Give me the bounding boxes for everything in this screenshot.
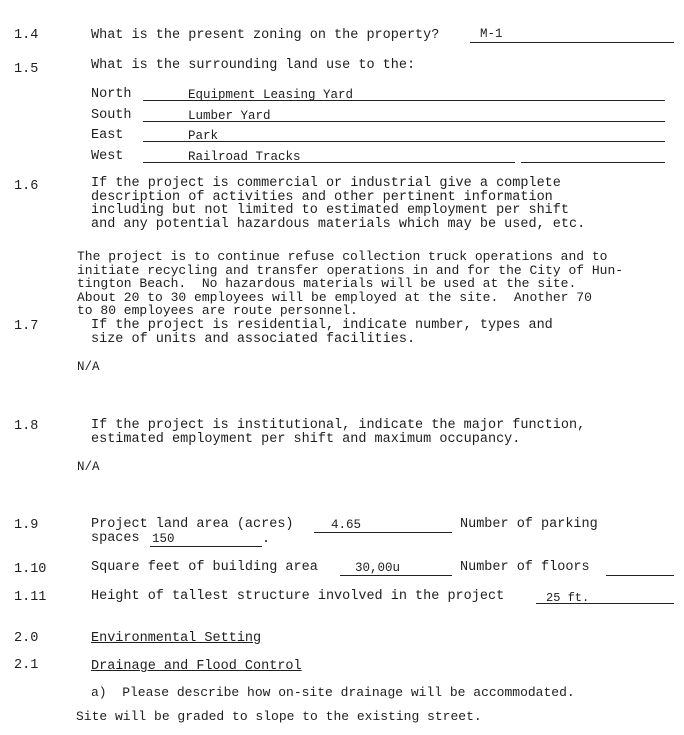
land-area-value: 4.65: [331, 518, 362, 532]
item-number: 1.11: [14, 590, 47, 605]
item-number: 1.9: [14, 518, 39, 533]
height-value: 25 ft.: [546, 591, 590, 605]
item-number: 1.6: [14, 179, 39, 194]
item-number: 1.7: [14, 319, 39, 334]
direction-west: West: [91, 149, 124, 164]
section-number: 2.0: [14, 631, 39, 646]
height-label: Height of tallest structure involved in the project: [91, 589, 505, 604]
section-number: 2.1: [14, 658, 39, 673]
section-title-environmental-setting: Environmental Setting: [91, 631, 262, 646]
question-zoning: What is the present zoning on the property?: [91, 28, 440, 43]
question-line: including but not limited to estimated employment per shift: [91, 203, 569, 218]
west-land-use: Railroad Tracks: [188, 150, 301, 164]
question-residential: [91, 319, 553, 346]
parking-spaces-value: 150: [152, 532, 175, 546]
parking-label: Number of parking: [460, 517, 598, 532]
institutional-answer: N/A: [77, 460, 100, 474]
answer-line: [340, 575, 452, 576]
answer-line: [150, 546, 262, 547]
question-line: estimated employment per shift and maximum occupancy.: [91, 431, 521, 447]
question-line: If the project is institutional, indicate the major function,: [91, 418, 586, 433]
answer-line-text: About 20 to 30 employees will be employed at the site. Another 70: [77, 289, 592, 305]
direction-south: South: [91, 108, 132, 123]
item-number: 1.4: [14, 28, 39, 43]
period: .: [262, 532, 271, 547]
land-area-label: Project land area (acres): [91, 517, 294, 532]
item-number: 1.5: [14, 62, 39, 77]
south-land-use: Lumber Yard: [188, 109, 271, 123]
building-area-value: 30,00u: [355, 561, 401, 575]
item-number: 1.8: [14, 419, 39, 434]
spaces-label: spaces: [91, 531, 140, 546]
answer-line-text: initiate recycling and transfer operations in and for the City of Hun-: [77, 262, 624, 278]
answer-line: [521, 162, 665, 163]
building-area-label: Square feet of building area: [91, 560, 318, 575]
zoning-answer: M-1: [480, 27, 503, 41]
question-line: If the project is commercial or industrial give a complete: [91, 176, 561, 191]
question-institutional: [91, 419, 585, 446]
question-line: size of units and associated facilities.: [91, 331, 416, 347]
answer-line: [314, 532, 452, 533]
north-land-use: Equipment Leasing Yard: [188, 88, 354, 102]
question-line: description of activities and other pertinent information: [91, 189, 553, 205]
question-line: If the project is residential, indicate number, types and: [91, 318, 553, 333]
drainage-question: a) Please describe how on-site drainage will be accommodated.: [91, 685, 575, 700]
drainage-answer: Site will be graded to slope to the existing street.: [76, 709, 482, 724]
answer-line: [143, 141, 665, 142]
project-description: [77, 250, 623, 318]
floors-label: Number of floors: [460, 560, 590, 575]
answer-line-text: to 80 employees are route personnel.: [77, 303, 358, 318]
answer-line-text: The project is to continue refuse collection truck operations and to: [77, 249, 608, 264]
question-commercial-industrial: [91, 177, 585, 231]
answer-line: [606, 575, 674, 576]
direction-north: North: [91, 87, 132, 102]
answer-line-text: tington Beach. No hazardous materials will be used at the site.: [77, 276, 577, 291]
question-line: and any potential hazardous materials which may be used, etc.: [91, 216, 586, 232]
east-land-use: Park: [188, 129, 219, 143]
section-title-drainage: Drainage and Flood Control: [91, 659, 302, 674]
residential-answer: N/A: [77, 360, 100, 374]
question-surrounding-land-use: What is the surrounding land use to the:: [91, 58, 416, 73]
item-number: 1.10: [14, 562, 47, 577]
direction-east: East: [91, 128, 124, 143]
answer-line: [470, 42, 674, 43]
